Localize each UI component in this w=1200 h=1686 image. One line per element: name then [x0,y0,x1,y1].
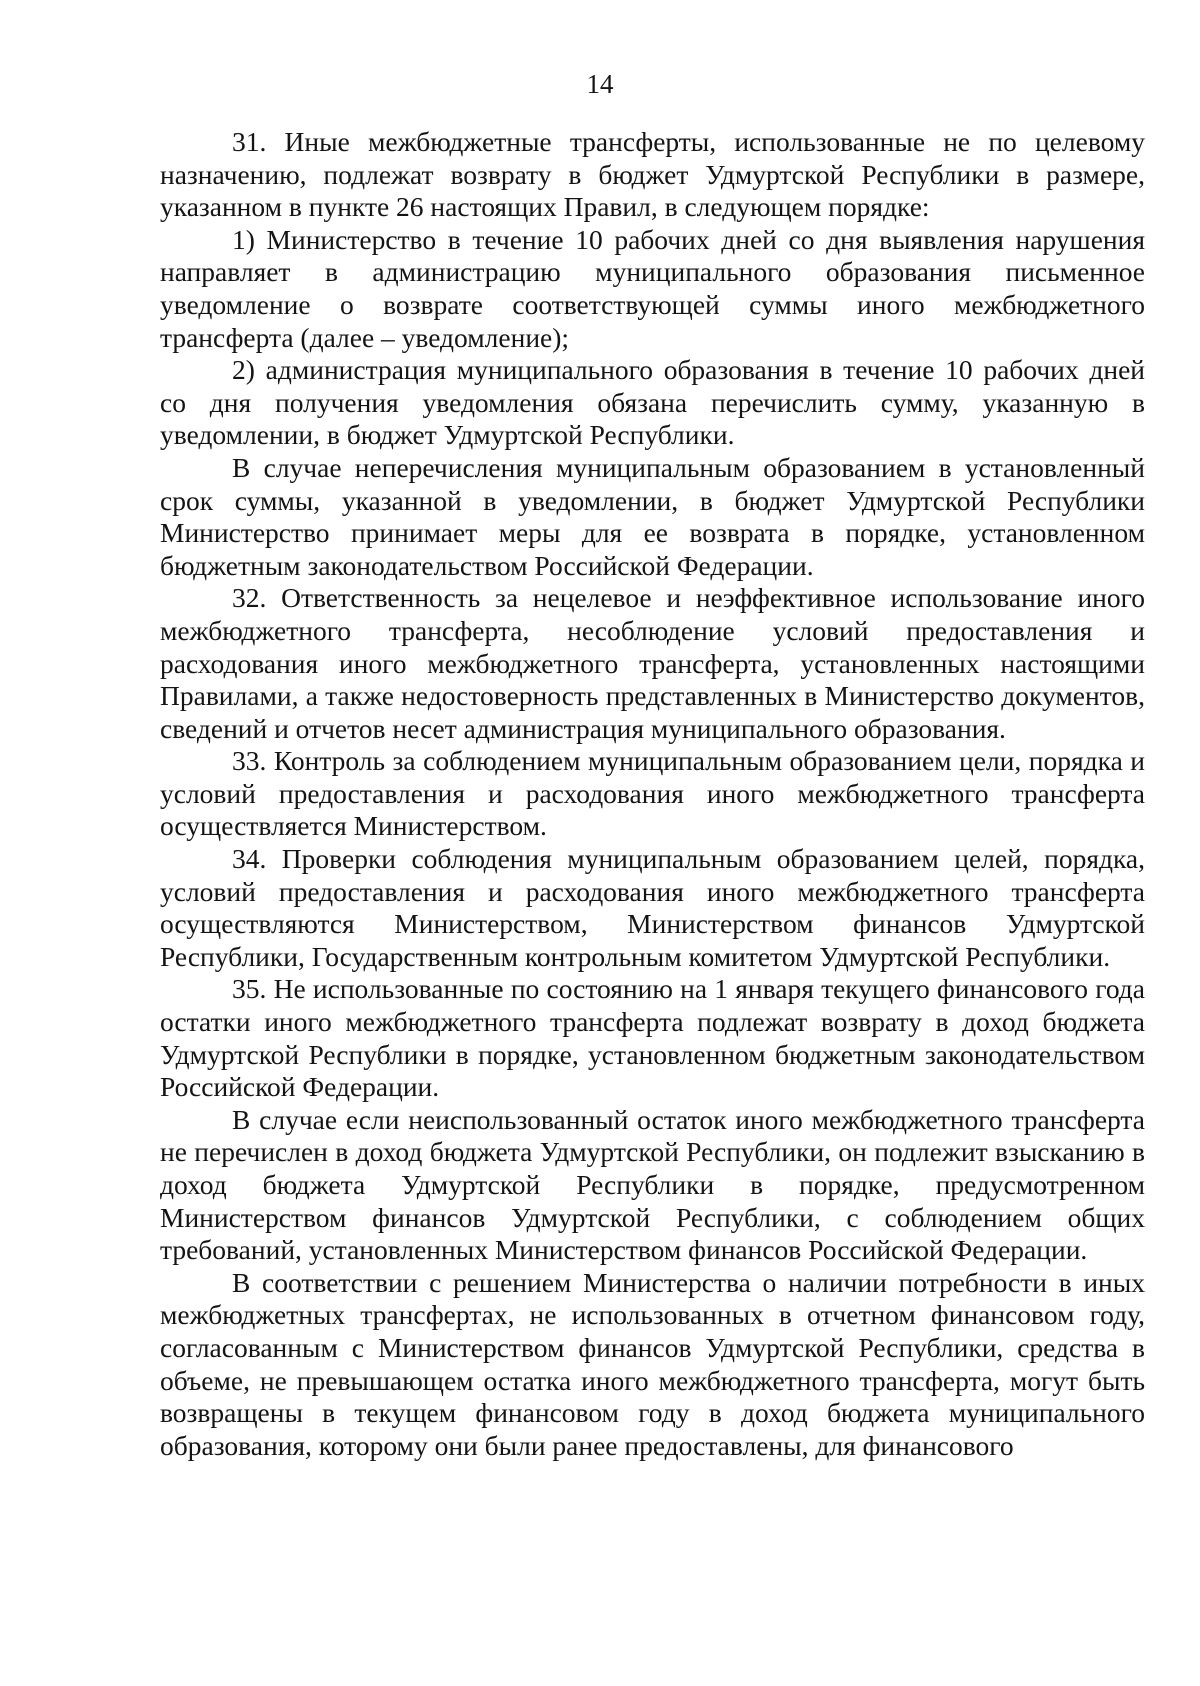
paragraph-31-item-2: 2) администрация муниципального образования в течение 10 рабочих дней со дня получения уведомления обязана перечислить сумму, указанную в уведомлении, в бюджет Удмуртской Республики. [160,354,1145,451]
paragraph-34: 34. Проверки соблюдения муниципальным образованием целей, порядка, условий предоставления и расходования иного межбюджетного трансферта осуществляются Министерством, Министерством финансов Удмуртской Республики, Государственным контрольным комитетом Удмуртской Республики. [160,843,1145,972]
paragraph-35-recovery: В случае если неиспользованный остаток иного межбюджетного трансферта не перечислен в доход бюджета Удмуртской Республики, он подлежит взысканию в доход бюджета Удмуртской Республики в порядке, предусмотренном Министерством финансов Удмуртской Республики, с соблюдением общих требований, установленных Министерством финансов Российской Федерации. [160,1103,1145,1266]
paragraph-31-item-1: 1) Министерство в течение 10 рабочих дней со дня выявления нарушения направляет в администрацию муниципального образования письменное уведомление о возврате соответствующей суммы иного межбюджетного трансферта (далее – уведомление); [160,223,1145,353]
page-number: 14 [586,69,614,99]
paragraph-31-nonpayment: В случае неперечисления муниципальным образованием в установленный срок суммы, указанной в уведомлении, в бюджет Удмуртской Республики Министерство принимает меры для ее возврата в порядке, установленном бюджетным законодательством Российской Федерации. [160,451,1145,581]
document-body [160,126,1145,1462]
paragraph-35-return: В соответствии с решением Министерства о наличии потребности в иных межбюджетных трансфертах, не использованных в отчетном финансовом году, согласованным с Министерством финансов Удмуртской Республики, средства в объеме, не превышающем остатка иного межбюджетного трансферта, могут быть возвращены в текущем финансовом году в доход бюджета муниципального образования, которому они были ранее предоставлены, для финансового [160,1266,1145,1461]
paragraph-33: 33. Контроль за соблюдением муниципальным образованием цели, порядка и условий предоставления и расходования иного межбюджетного трансферта осуществляется Министерством. [160,745,1145,842]
paragraph-31: 31. Иные межбюджетные трансферты, использованные не по целевому назначению, подлежат возврату в бюджет Удмуртской Республики в размере, указанном в пункте 26 настоящих Правил, в следующем порядке: [160,126,1145,223]
paragraph-32: 32. Ответственность за нецелевое и неэффективное использование иного межбюджетного трансферта, несоблюдение условий предоставления и расходования иного межбюджетного трансферта, установленных настоящими Правилами, а также недостоверность представленных в Министерство документов, сведений и отчетов несет администрация муниципального образования. [160,582,1145,744]
paragraph-35: 35. Не использованные по состоянию на 1 января текущего финансового года остатки иного межбюджетного трансферта подлежат возврату в доход бюджета Удмуртской Республики в порядке, установленном бюджетным законодательством Российской Федерации. [160,973,1145,1103]
